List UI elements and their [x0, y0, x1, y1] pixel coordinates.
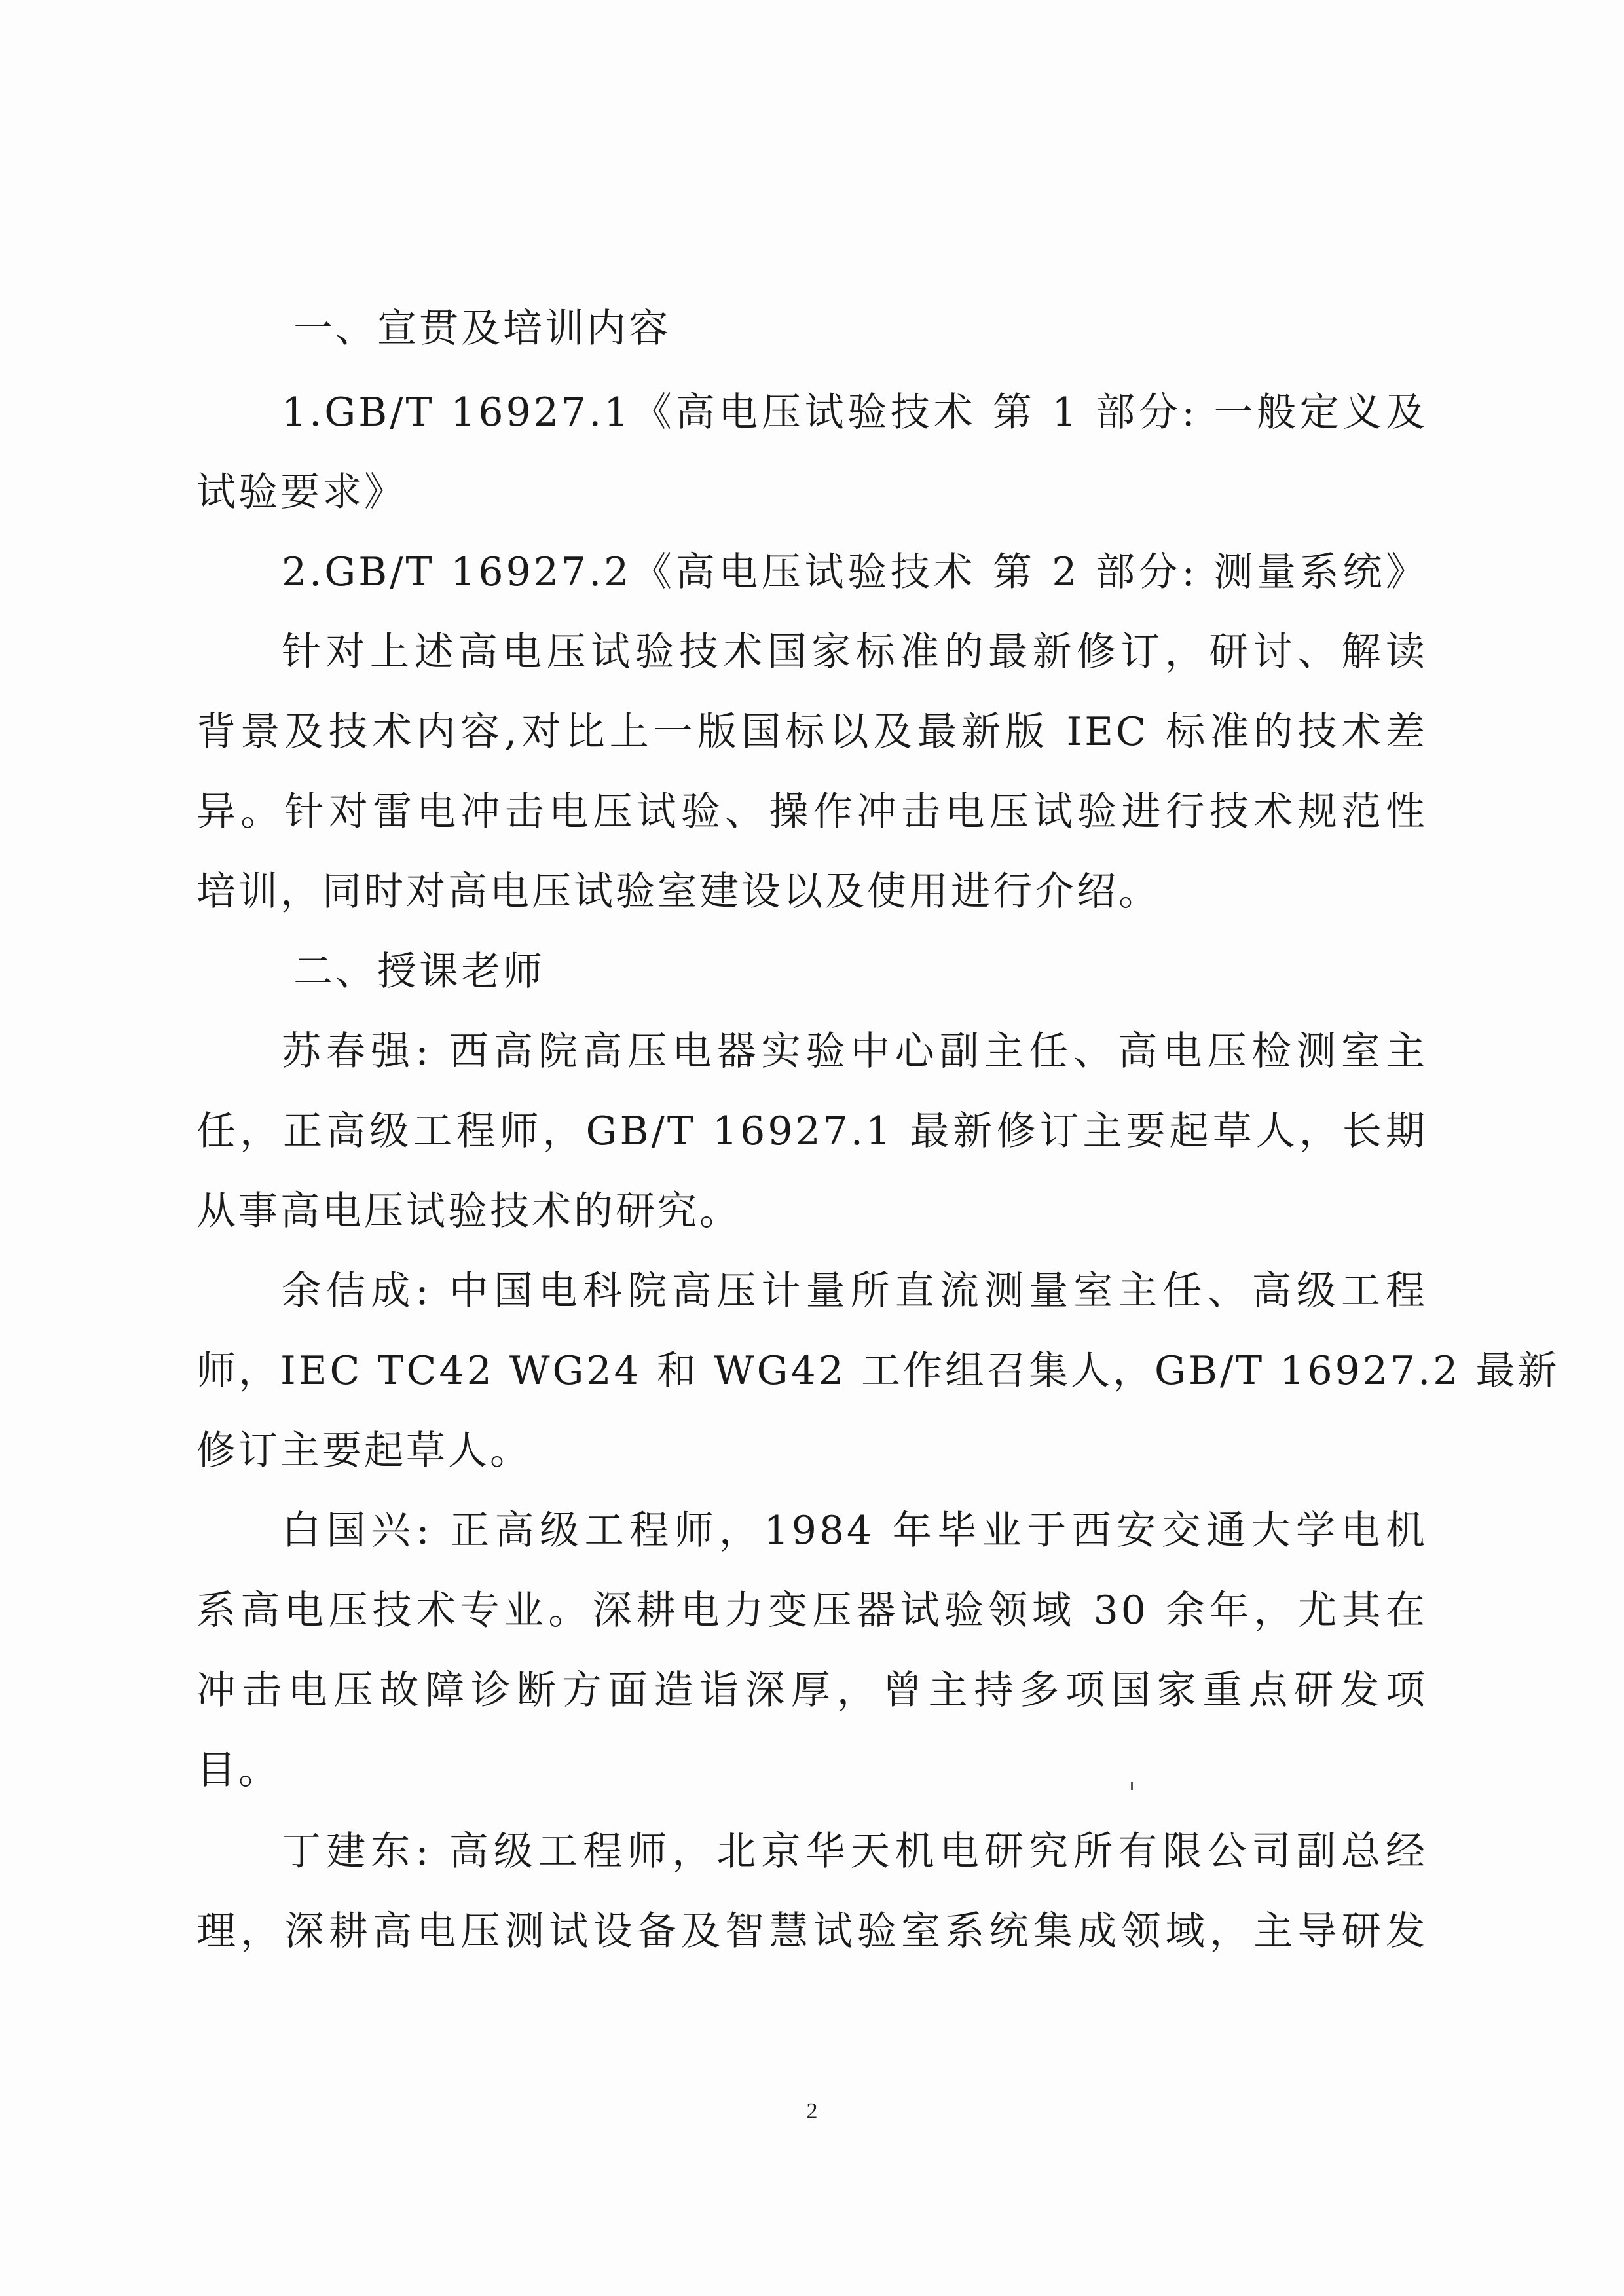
- content-paragraph-line-1: 针对上述高电压试验技术国家标准的最新修订，研讨、解读: [282, 629, 1428, 675]
- teacher-1-line-1: 苏春强: 西高院高压电器实验中心副主任、高电压检测室主: [282, 1029, 1428, 1074]
- content-paragraph-line-4: 培训，同时对高电压试验室建设以及使用进行介绍。: [196, 869, 1160, 915]
- teacher-2-line-1: 余佶成: 中国电科院高压计量所直流测量室主任、高级工程: [282, 1268, 1428, 1314]
- teacher-3-line-4: 目。: [196, 1747, 280, 1793]
- standard-item-1-line-1: 1.GB/T 16927.1《高电压试验技术 第 1 部分: 一般定义及: [282, 390, 1428, 435]
- teacher-4-line-2: 理，深耕高电压测试设备及智慧试验室系统集成领域，主导研发: [196, 1908, 1428, 1954]
- teacher-3-line-1: 白国兴: 正高级工程师，1984 年毕业于西安交通大学电机: [282, 1508, 1428, 1554]
- standard-item-2: 2.GB/T 16927.2《高电压试验技术 第 2 部分: 测量系统》: [282, 549, 1428, 595]
- page-number: 2: [806, 2099, 818, 2123]
- teacher-2-line-3: 修订主要起草人。: [196, 1428, 532, 1474]
- teacher-1-line-3: 从事高电压试验技术的研究。: [196, 1188, 741, 1234]
- teacher-2-line-2: 师，IEC TC42 WG24 和 WG42 工作组召集人，GB/T 16927.2 最新: [196, 1348, 1560, 1394]
- content-paragraph-line-3: 异。针对雷电冲击电压试验、操作冲击电压试验进行技术规范性: [196, 789, 1428, 835]
- teacher-3-line-2: 系高电压技术专业。深耕电力变压器试验领域 30 余年，尤其在: [196, 1588, 1428, 1633]
- standard-item-1-line-2: 试验要求》: [196, 469, 406, 515]
- teacher-1-line-2: 任，正高级工程师，GB/T 16927.1 最新修订主要起草人，长期: [196, 1108, 1428, 1154]
- scan-speck: [1131, 1782, 1133, 1790]
- content-paragraph-line-2: 背景及技术内容,对比上一版国标以及最新版 IEC 标准的技术差: [196, 709, 1428, 755]
- section-heading-training-content: 一、宣贯及培训内容: [293, 306, 671, 352]
- teacher-4-line-1: 丁建东: 高级工程师，北京华天机电研究所有限公司副总经: [282, 1829, 1428, 1874]
- section-heading-instructors: 二、授课老师: [293, 949, 545, 994]
- teacher-3-line-3: 冲击电压故障诊断方面造诣深厚，曾主持多项国家重点研发项: [196, 1667, 1428, 1713]
